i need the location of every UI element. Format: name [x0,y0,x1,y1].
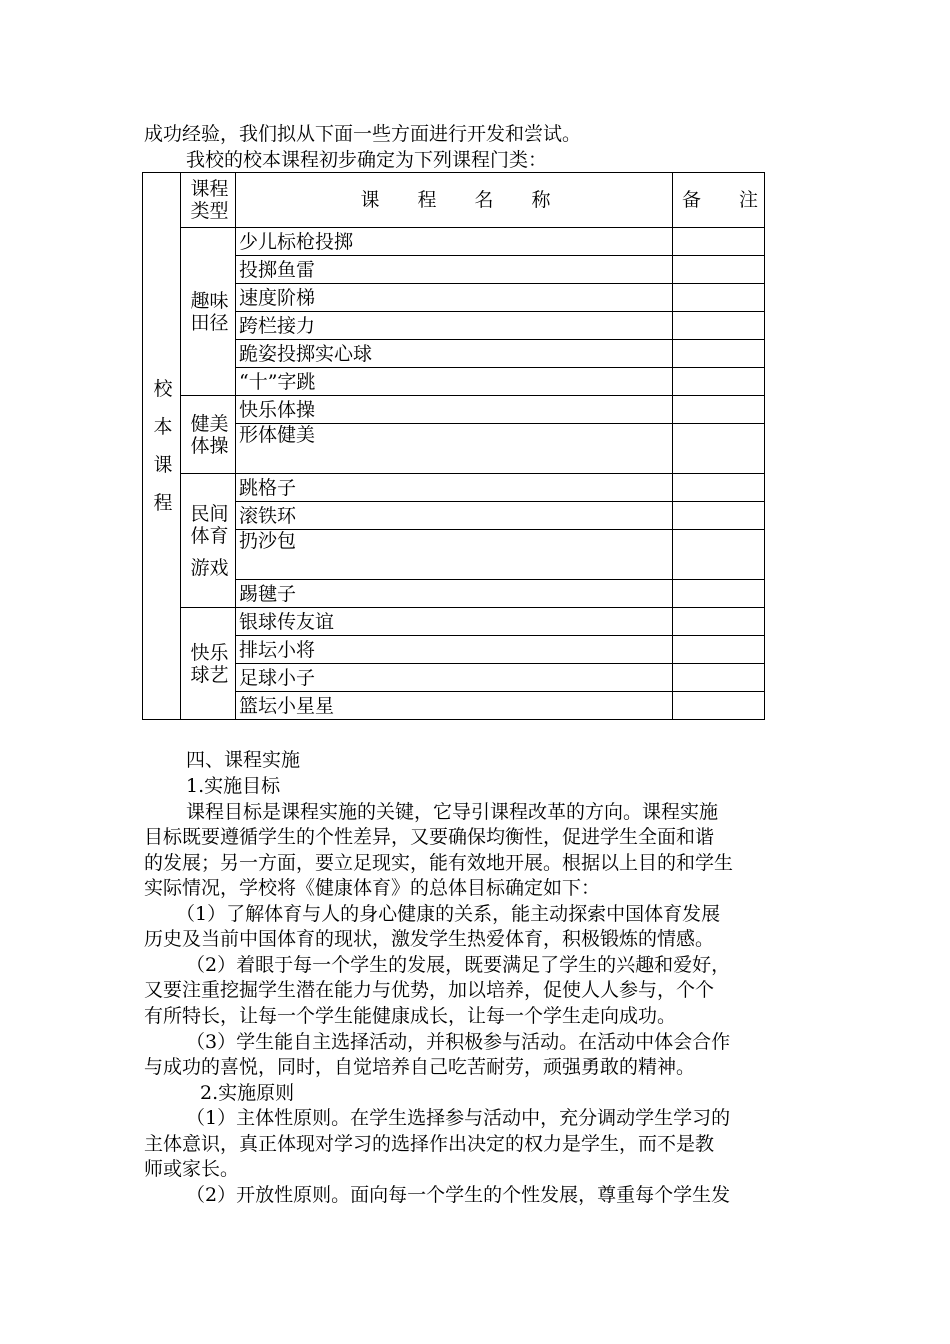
paragraph-line: 有所特长，让每一个学生能健康成长，让每一个学生走向成功。 [144,1005,677,1027]
section-heading: 四、课程实施 [186,749,301,771]
course-cell: 篮坛小星星 [236,692,673,720]
paragraph-line: （3）学生能自主选择活动，并积极参与活动。在活动中体会合作 [186,1031,731,1053]
paragraph-line: （2）着眼于每一个学生的发展，既要满足了学生的兴趣和爱好， [186,954,731,976]
paragraph-line: 的发展；另一方面，要立足现实，能有效地开展。根据以上目的和学生 [144,852,734,874]
note-cell [673,664,765,692]
note-cell [673,474,765,502]
note-cell [673,368,765,396]
course-cell: 跳格子 [236,474,673,502]
course-cell: 形体健美 [236,424,673,474]
paragraph-line: 课程目标是课程实施的关键，它导引课程改革的方向。课程实施 [186,801,719,823]
paragraph-line: 目标既要遵循学生的个性差异，又要确保均衡性，促进学生全面和谐 [144,826,715,848]
note-cell [673,530,765,580]
course-cell: 跪姿投掷实心球 [236,340,673,368]
paragraph-line: 与成功的喜悦，同时，自觉培养自己吃苦耐劳，顽强勇敢的精神。 [144,1056,696,1078]
paragraph-line: 师或家长。 [144,1158,240,1180]
note-cell [673,580,765,608]
paragraph-line: 主体意识，真正体现对学习的选择作出决定的权力是学生，而不是教 [144,1133,715,1155]
paragraph-line: 历史及当前中国体育的现状，激发学生热爱体育，积极锻炼的情感。 [144,928,715,950]
paragraph-line: 又要注重挖掘学生潜在能力与优势，加以培养，促使人人参与，个个 [144,979,715,1001]
paragraph-line: （1）主体性原则。在学生选择参与活动中，充分调动学生学习的 [186,1107,731,1129]
paragraph-line: 实际情况，学校将《健康体育》的总体目标确定如下： [144,877,601,899]
note-cell [673,502,765,530]
note-cell [673,424,765,474]
course-cell: 快乐体操 [236,396,673,424]
intro-line-2: 我校的校本课程初步确定为下列课程门类： [186,149,548,171]
paragraph-line: （2）开放性原则。面向每一个学生的个性发展，尊重每个学生发 [186,1184,731,1206]
header-note: 备 注 [673,173,765,228]
paragraph-line: （1）了解体育与人的身心健康的关系，能主动探索中国体育发展 [176,903,721,925]
course-cell: 扔沙包 [236,530,673,580]
school-course-label: 校 本 课 程 [143,173,181,720]
course-cell: 速度阶梯 [236,284,673,312]
note-cell [673,228,765,256]
course-cell: 投掷鱼雷 [236,256,673,284]
type-folk-games: 民间 体育 游戏 [181,474,236,608]
note-cell [673,312,765,340]
course-cell: 少儿标枪投掷 [236,228,673,256]
note-cell [673,284,765,312]
note-cell [673,396,765,424]
note-cell [673,340,765,368]
type-fitness-gymnastics: 健美 体操 [181,396,236,474]
subheading: 1.实施目标 [186,775,281,797]
type-ball-games: 快乐 球艺 [181,608,236,720]
note-cell [673,636,765,664]
note-cell [673,692,765,720]
type-fun-track: 趣味 田径 [181,228,236,396]
course-cell: 滚铁环 [236,502,673,530]
subheading: 2.实施原则 [200,1082,295,1104]
intro-line-1: 成功经验，我们拟从下面一些方面进行开发和尝试。 [144,123,582,145]
note-cell [673,256,765,284]
course-cell: 排坛小将 [236,636,673,664]
course-cell: 跨栏接力 [236,312,673,340]
course-table [142,172,765,720]
header-course-name: 课 程 名 称 [236,173,673,228]
header-course-type: 课程 类型 [181,173,236,228]
note-cell [673,608,765,636]
course-cell: 踢毽子 [236,580,673,608]
course-cell: “十”字跳 [236,368,673,396]
course-cell: 银球传友谊 [236,608,673,636]
course-cell: 足球小子 [236,664,673,692]
